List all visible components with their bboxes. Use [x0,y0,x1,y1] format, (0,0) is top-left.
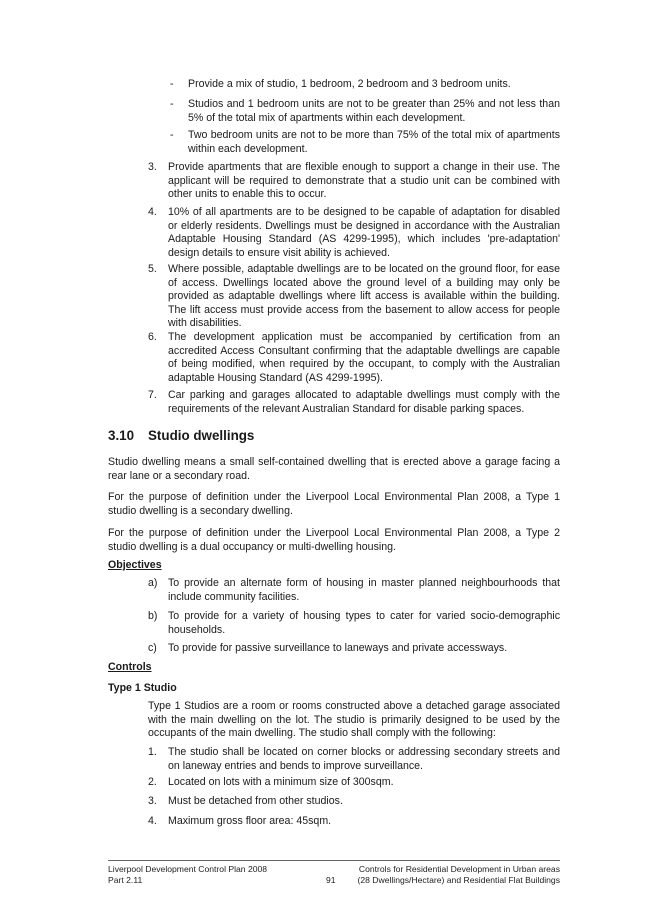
dash-marker: - [170,98,174,110]
number-marker: 4. [148,815,157,827]
numbered-item-text: 10% of all apartments are to be designed to be capable of adaptation for disabled or elderly residents. Dwellings must be designed in accordance with the Australian Adaptable Housing Standard (AS 4299-1995), which includes 'pre-adaptation' design details to ensure visit ability is achieved. [168,206,560,259]
numbered-item [148,331,560,385]
objective-item [148,642,560,656]
number-marker: 4. [148,206,157,218]
numbered-item [148,263,560,331]
list-item-text: Studios and 1 bedroom units are not to be greater than 25% and not less than 5% of the total mix of apartments within each development. [188,98,560,124]
objective-text: To provide for a variety of housing types to cater for varied socio-demographic households. [168,610,560,636]
objective-text: To provide for passive surveillance to laneways and private accessways. [168,642,508,654]
paragraph: Studio dwelling means a small self-contained dwelling that is erected above a garage facing a rear lane or a secondary road. [108,456,560,482]
type1-intro: Type 1 Studios are a room or rooms constructed above a detached garage associated with the main dwelling on the lot. The studio is primarily designed to be used by the occupants of the main dwelling. The studio shall comply with the following: [148,700,560,740]
section-number: 3.10 [108,428,135,443]
number-marker: 7. [148,389,157,401]
section-heading [108,428,560,444]
numbered-item [148,206,560,260]
type1-item-text: Maximum gross floor area: 45sqm. [168,815,332,827]
list-item-text: Provide a mix of studio, 1 bedroom, 2 bedroom and 3 bedroom units. [188,78,511,90]
dash-marker: - [170,78,174,90]
footer-page-number: 91 [326,875,336,885]
number-marker: 6. [148,331,157,343]
letter-marker: a) [148,577,158,589]
type1-item [148,746,560,773]
objectives-heading: Objectives [108,559,162,571]
numbered-item [148,389,560,416]
type1-item [148,815,560,829]
type1-item [148,795,560,809]
paragraph: For the purpose of definition under the Liverpool Local Environmental Plan 2008, a Type 2 studio dwelling is a dual occupancy or multi-dwelling housing. [108,527,560,553]
letter-marker: b) [148,610,158,622]
footer-right-line2: (28 Dwellings/Hectare) and Residential Flat Buildings [357,875,560,885]
number-marker: 3. [148,161,157,173]
dash-marker: - [170,129,174,141]
number-marker: 3. [148,795,157,807]
type1-item [148,776,560,790]
footer-right-line1: Controls for Residential Development in Urban areas [358,864,560,874]
objective-item [148,610,560,637]
footer-divider [108,860,560,861]
numbered-item [148,161,560,202]
type1-item-text: Located on lots with a minimum size of 300sqm. [168,776,394,788]
paragraph: For the purpose of definition under the Liverpool Local Environmental Plan 2008, a Type 1 studio dwelling is a secondary dwelling. [108,491,560,517]
letter-marker: c) [148,642,157,654]
section-title: Studio dwellings [148,428,255,443]
list-item-text: Two bedroom units are not to be more than 75% of the total mix of apartments within each development. [188,129,560,155]
numbered-item-text: Where possible, adaptable dwellings are to be located on the ground floor, for ease of access. Dwellings located above the ground level of a building may only be provided as adaptable dwellings where lift access is available within the building. The lift access must provide access from the basement to allow access for people with disabilities. [168,263,560,330]
number-marker: 1. [148,746,157,758]
list-item [170,129,560,156]
objective-item [148,577,560,604]
numbered-item-text: Car parking and garages allocated to adaptable dwellings must comply with the requirements of the relevant Australian Standard for disable parking spaces. [168,389,560,415]
list-item [170,78,560,92]
type1-heading: Type 1 Studio [108,682,177,694]
number-marker: 5. [148,263,157,275]
type1-item-text: The studio shall be located on corner blocks or addressing secondary streets and on laneway entries and bends to improve surveillance. [168,746,560,772]
footer-left-line1: Liverpool Development Control Plan 2008 [108,864,268,874]
objective-text: To provide an alternate form of housing in master planned neighbourhoods that include community facilities. [168,577,560,603]
numbered-item-text: Provide apartments that are flexible enough to support a change in their use. The applicant will be required to demonstrate that a studio unit can be combined with other units to enable this to occur. [168,161,560,201]
numbered-item-text: The development application must be accompanied by certification from an accredited Access Consultant confirming that the adaptable dwellings are capable of being modified, when required by the occupant, to comply with the Australian adaptable Housing Standard (AS 4299-1995). [168,331,560,384]
number-marker: 2. [148,776,157,788]
footer-left-line2: Part 2.11 [108,875,143,885]
list-item [170,98,560,125]
type1-item-text: Must be detached from other studios. [168,795,343,807]
controls-heading: Controls [108,661,152,673]
